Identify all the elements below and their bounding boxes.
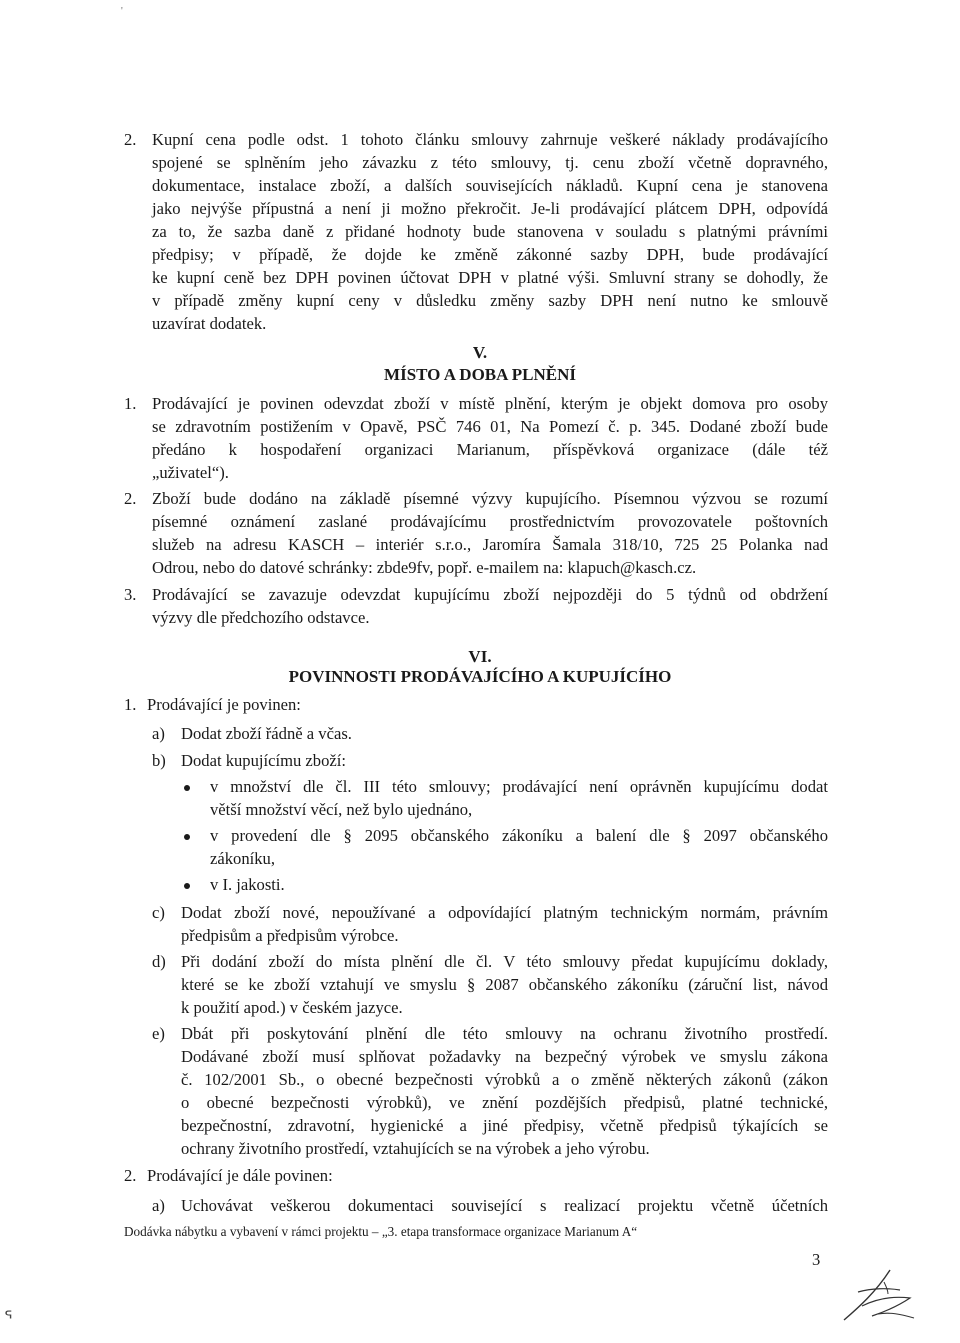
- text-line: o obecné bezpečnosti výrobků), ve znění pozdějších předpisů, platné technické,: [181, 1093, 828, 1112]
- item-number: 1.: [124, 394, 137, 413]
- text-line: Prodávající je povinen odevzdat zboží v místě plnění, kterým je objekt domova pro osoby: [152, 394, 828, 413]
- text-line: ke kupní ceně bez DPH povinen účtovat DPH v platné výši. Smluvní strany se dohodly, že: [152, 268, 828, 287]
- text-line: Prodávající je dále povinen:: [147, 1166, 333, 1185]
- item-number: 2.: [124, 130, 137, 149]
- page-footer: Dodávka nábytku a vybavení v rámci projektu – „3. etapa transformace organizace Marianum A“: [124, 1224, 638, 1239]
- section-title: POVINNOSTI PRODÁVAJÍCÍHO A KUPUJÍCÍHO: [288, 667, 672, 686]
- text-line: služeb na adresu KASCH – interiér s.r.o., Jaromíra Šamala 318/10, 725 25 Polanka nad: [152, 535, 828, 554]
- text-line: v provedení dle § 2095 občanského zákoníku a balení dle § 2097 občanského: [210, 826, 828, 845]
- text-line: se zdravotním postižením v Opavě, PSČ 746 01, Na Pomezí č. p. 345. Dodané zboží bude: [152, 417, 828, 436]
- text-line: větší množství věcí, než bylo ujednáno,: [210, 800, 473, 819]
- text-line: ochrany životního prostředí, vztahujících se na výrobek a jeho výrobu.: [181, 1139, 650, 1158]
- text-line: za to, že sazba daně z přidané hodnoty bude stanovena v souladu s platnými právními: [152, 222, 828, 241]
- item-number: 3.: [124, 585, 137, 604]
- section-title: MÍSTO A DOBA PLNĚNÍ: [384, 365, 576, 384]
- item-letter: e): [152, 1024, 165, 1043]
- page-number: 3: [812, 1250, 821, 1269]
- text-line: písemné oznámení zaslané prodávajícímu prostřednictvím provozovatele poštovních: [152, 512, 828, 531]
- text-line: spojené se splněním jeho závazku z této smlouvy, tj. cenu zboží včetně dopravného,: [152, 153, 828, 172]
- section-number: V.: [472, 343, 488, 362]
- text-line: v I. jakosti.: [210, 875, 285, 894]
- text-line: v případě změny kupní ceny v důsledku změny sazby DPH není nutno ke smlouvě: [152, 291, 828, 310]
- text-line: č. 102/2001 Sb., o obecné bezpečnosti výrobků a o změně některých zákonů (zákon: [181, 1070, 828, 1089]
- scan-mark: ': [121, 6, 123, 17]
- text-line: jako nejvýše přípustná a není ji možno překročit. Je-li prodávající plátcem DPH, odpovídá: [152, 199, 828, 218]
- text-line: Dbát při poskytování plnění dle této smlouvy na ochranu životního prostředí.: [181, 1024, 828, 1043]
- text-line: dokumentace, instalace zboží, a dalších souvisejících nákladů. Kupní cena je stanovena: [152, 176, 828, 195]
- text-line: v množství dle čl. III této smlouvy; prodávající není oprávněn kupujícímu dodat: [210, 777, 828, 796]
- text-line: Prodávající se zavazuje odevzdat kupujícímu zboží nejpozději do 5 týdnů od obdržení: [152, 585, 828, 604]
- text-line: předpisům a předpisům výrobce.: [181, 926, 399, 945]
- item-number: 2.: [124, 489, 137, 508]
- item-letter: c): [152, 903, 165, 922]
- item-letter: b): [152, 751, 166, 770]
- text-line: Zboží bude dodáno na základě písemné výzvy kupujícího. Písemnou výzvou se rozumí: [152, 489, 828, 508]
- bullet-icon: [184, 785, 190, 791]
- text-line: k použití apod.) v českém jazyce.: [181, 998, 403, 1017]
- item-letter: a): [152, 724, 165, 743]
- text-line: výzvy dle předchozího odstavce.: [152, 608, 370, 627]
- text-line: Dodávané zboží musí splňovat požadavky na bezpečný výrobek ve smyslu zákona: [181, 1047, 828, 1066]
- text-line: Odrou, nebo do datové schránky: zbde9fv, popř. e-mailem na: klapuch@kasch.cz.: [152, 558, 697, 577]
- text-line: Dodat kupujícímu zboží:: [181, 751, 346, 770]
- text-line: Dodat zboží nové, nepoužívané a odpovídající platným technickým normám, právním: [181, 903, 828, 922]
- item-letter: d): [152, 952, 166, 971]
- item-number: 2.: [124, 1166, 137, 1185]
- bullet-icon: [184, 883, 190, 889]
- text-line: zákoníku,: [210, 849, 275, 868]
- text-line: Dodat zboží řádně a včas.: [181, 724, 352, 743]
- text-line: předáno k hospodaření organizaci Marianum, příspěvková organizace (dále též: [152, 440, 828, 459]
- item-letter: a): [152, 1196, 165, 1215]
- text-line: předpisy; v případě, že dojde ke změně zákonné sazby DPH, bude prodávající: [152, 245, 828, 264]
- text-line: „uživatel“).: [152, 463, 229, 482]
- corner-mark: ᕐ: [4, 1306, 13, 1330]
- text-line: Kupní cena podle odst. 1 tohoto článku smlouvy zahrnuje veškeré náklady prodávajícího: [152, 130, 828, 149]
- signature-icon: [838, 1262, 920, 1326]
- text-line: Při dodání zboží do místa plnění dle čl. V této smlouvy předat kupujícímu doklady,: [181, 952, 828, 971]
- text-line: bezpečnostní, zdravotní, hygienické a jiné předpisy, včetně předpisů týkajících se: [181, 1116, 828, 1135]
- text-line: Uchovávat veškerou dokumentaci související s realizací projektu včetně účetních: [181, 1196, 828, 1215]
- item-number: 1.: [124, 695, 137, 714]
- text-line: Prodávající je povinen:: [147, 695, 301, 714]
- text-line: které se ke zboží vztahují ve smyslu § 2087 občanského zákoníku (záruční list, návod: [181, 975, 828, 994]
- text-line: uzavírat dodatek.: [152, 314, 267, 333]
- bullet-icon: [184, 834, 190, 840]
- section-number: VI.: [468, 647, 492, 666]
